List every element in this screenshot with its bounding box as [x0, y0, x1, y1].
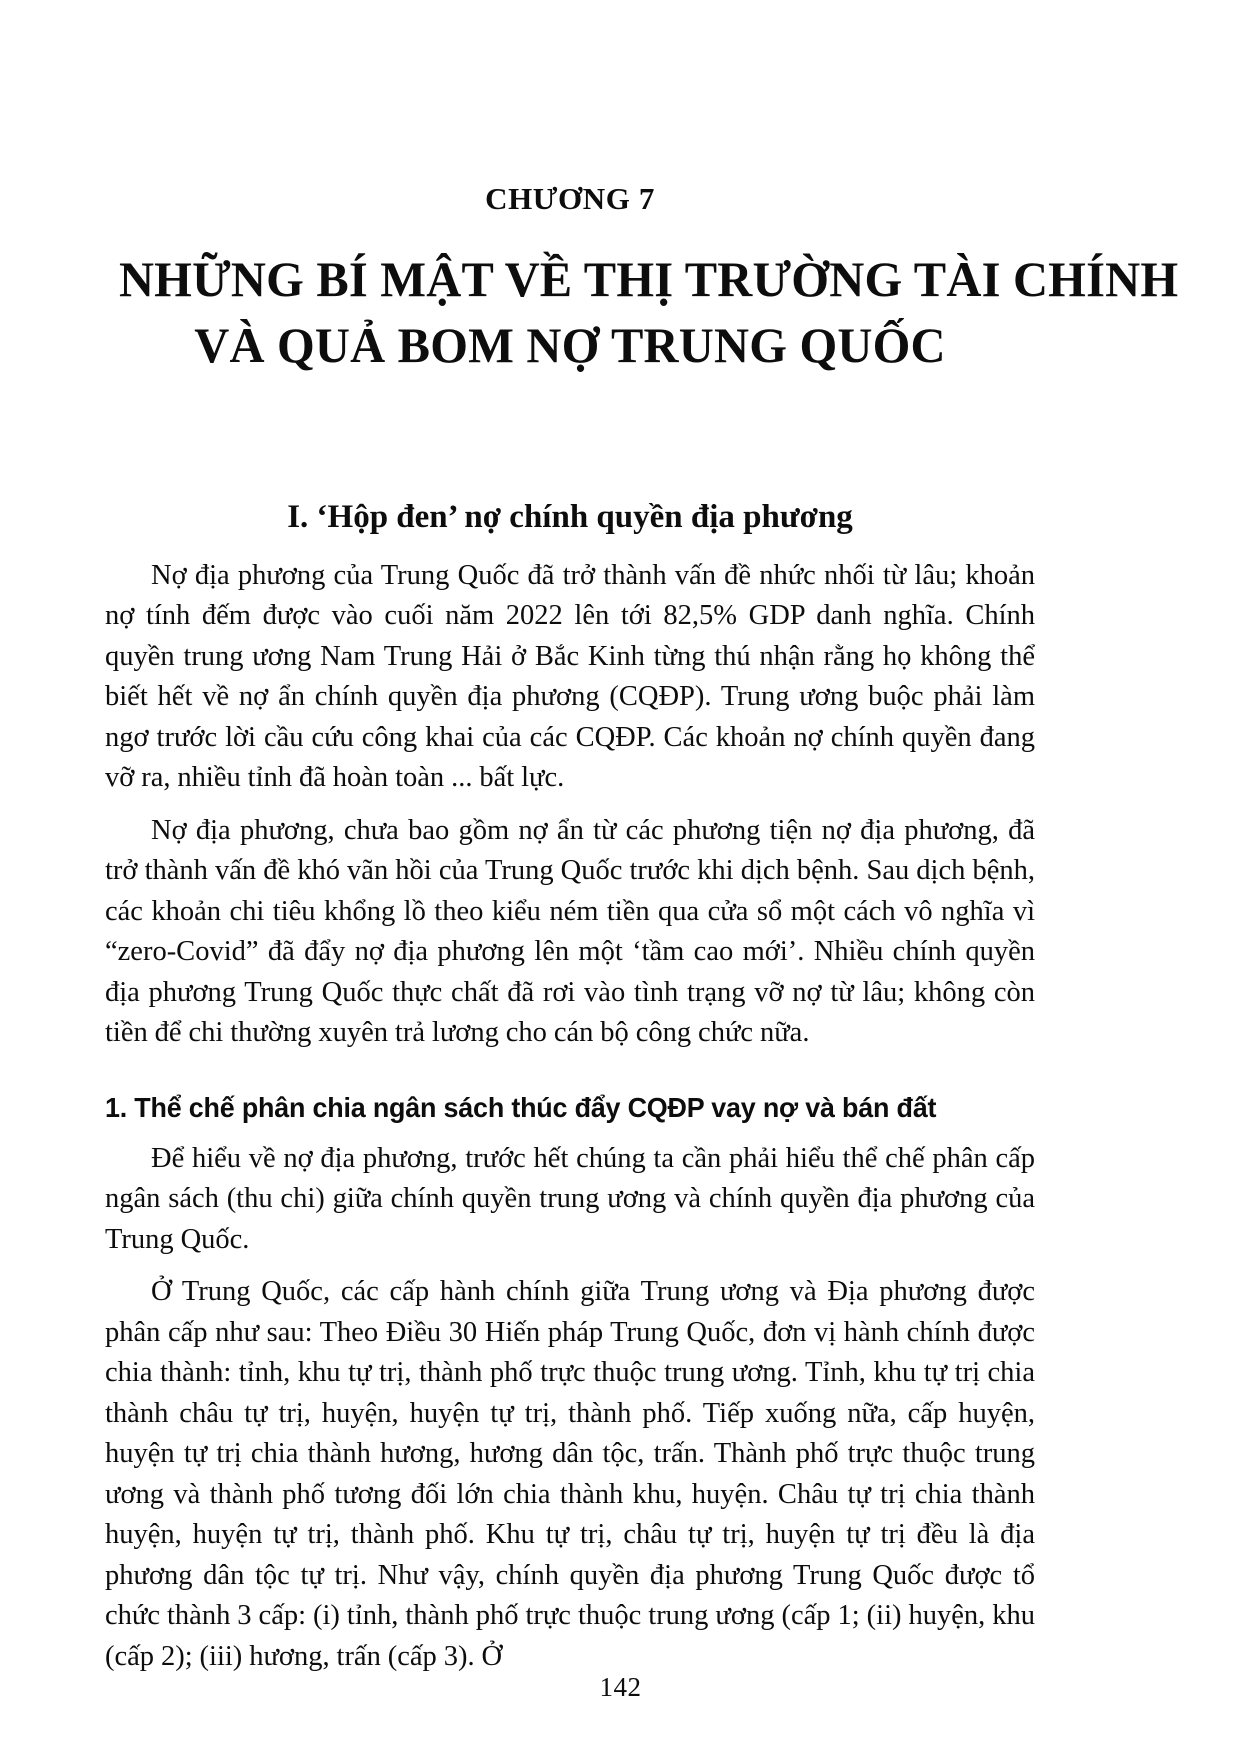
sub-heading: 1. Thể chế phân chia ngân sách thúc đẩy CQĐP vay nợ và bán đất	[105, 1091, 937, 1123]
page-content	[105, 0, 1179, 1677]
body-paragraph-3: Để hiểu về nợ địa phương, trước hết chúng ta cần phải hiểu thể chế phân cấp ngân sách (thu chi) giữa chính quyền trung ương và chính quyền địa phương của Trung Quốc.	[105, 1142, 1035, 1255]
page-title	[118, 216, 1179, 378]
page-title-line-1: NHỮNG BÍ MẬT VỀ THỊ TRƯỜNG TÀI CHÍNH	[118, 251, 1179, 308]
page-title-line-2: VÀ QUẢ BOM NỢ TRUNG QUỐC	[194, 317, 946, 374]
section-heading: I. ‘Hộp đen’ nợ chính quyền địa phương	[287, 499, 853, 536]
body-paragraph-4: Ở Trung Quốc, các cấp hành chính giữa Trung ương và Địa phương được phân cấp như sau: Theo Điều 30 Hiến pháp Trung Quốc, đơn vị hành chính được chia thành: tỉnh, khu tự trị, thành phố trực thuộc trung ương. Tỉnh, khu tự trị chia thành châu tự trị, huyện, huyện tự trị, thành phố. Tiếp xuống nữa, cấp huyện, huyện tự trị chia thành hương, hương dân tộc, trấn. Thành phố trực thuộc trung ương và thành phố tương đối lớn chia thành khu, huyện. Châu tự trị chia thành huyện, huyện tự trị, thành phố. Khu tự trị, châu tự trị, huyện tự trị đều là địa phương dân tộc tự trị. Như vậy, chính quyền địa phương Trung Quốc được tổ chức thành 3 cấp: (i) tỉnh, thành phố trực thuộc trung ương (cấp 1; (ii) huyện, khu (cấp 2); (iii) hương, trấn (cấp 3). Ở	[105, 1276, 1035, 1672]
body-paragraph-2: Nợ địa phương, chưa bao gồm nợ ẩn từ các phương tiện nợ địa phương, đã trở thành vấn đề khó vãn hồi của Trung Quốc trước khi dịch bệnh. Sau dịch bệnh, các khoản chi tiêu khổng lồ theo kiểu ném tiền qua cửa sổ một cách vô nghĩa vì “zero-Covid” đã đẩy nợ địa phương lên một ‘tầm cao mới’. Nhiều chính quyền địa phương Trung Quốc thực chất đã rơi vào tình trạng vỡ nợ từ lâu; không còn tiền để chi thường xuyên trả lương cho cán bộ công chức nữa.	[105, 814, 1035, 1049]
page-number: 142	[599, 1672, 642, 1702]
body-paragraph-1: Nợ địa phương của Trung Quốc đã trở thành vấn đề nhức nhối từ lâu; khoản nợ tính đếm được vào cuối năm 2022 lên tới 82,5% GDP danh nghĩa. Chính quyền trung ương Nam Trung Hải ở Bắc Kinh từng thú nhận rằng họ không thể biết hết về nợ ẩn chính quyền địa phương (CQĐP). Trung ương buộc phải làm ngơ trước lời cầu cứu công khai của các CQĐP. Các khoản nợ chính quyền đang vỡ ra, nhiều tỉnh đã hoàn toàn ... bất lực.	[105, 559, 1035, 794]
chapter-label: CHƯƠNG 7	[485, 181, 655, 216]
